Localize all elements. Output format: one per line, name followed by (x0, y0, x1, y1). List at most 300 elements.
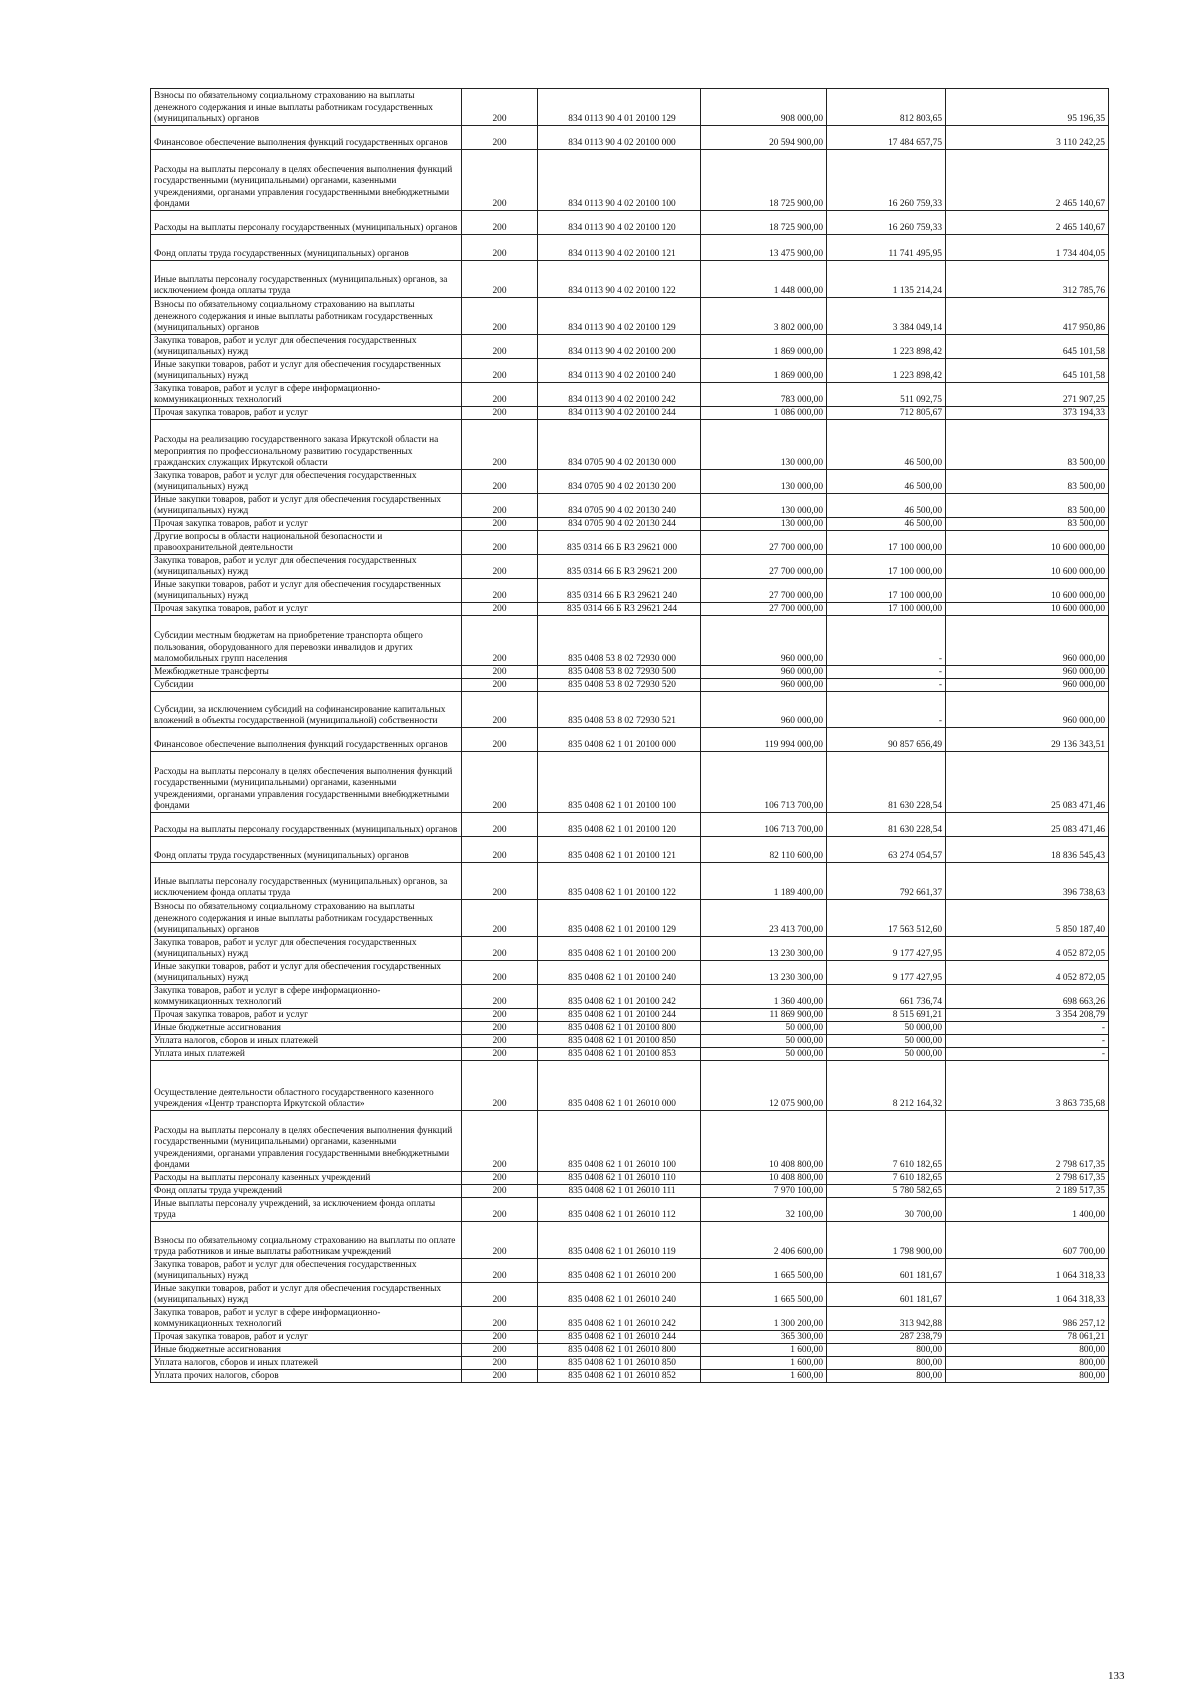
cell-executed-amount: 50 000,00 (827, 1048, 946, 1061)
cell-classification-code: 835 0408 53 8 02 72930 000 (538, 616, 701, 666)
cell-classification-code: 834 0113 90 4 02 20100 121 (538, 235, 701, 261)
cell-executed-amount: 313 942,88 (827, 1307, 946, 1331)
cell-expense-name: Уплата иных платежей (151, 1048, 462, 1061)
cell-classification-code: 834 0705 90 4 02 20130 200 (538, 470, 701, 494)
table-body (151, 89, 1109, 1383)
cell-classification-code: 835 0314 66 Б R3 29621 244 (538, 603, 701, 616)
cell-approved-amount: 3 802 000,00 (701, 298, 827, 335)
cell-executed-amount: 46 500,00 (827, 420, 946, 470)
cell-unexecuted-amount: 396 738,63 (946, 863, 1109, 900)
cell-line-code: 200 (462, 1283, 538, 1307)
cell-unexecuted-amount: 2 798 617,35 (946, 1111, 1109, 1172)
cell-approved-amount: 106 713 700,00 (701, 752, 827, 813)
cell-executed-amount: 601 181,67 (827, 1259, 946, 1283)
cell-classification-code: 835 0314 66 Б R3 29621 200 (538, 555, 701, 579)
table-row (151, 937, 1109, 961)
table-row (151, 1307, 1109, 1331)
cell-approved-amount: 50 000,00 (701, 1048, 827, 1061)
cell-expense-name: Иные бюджетные ассигнования (151, 1022, 462, 1035)
cell-unexecuted-amount: 3 110 242,25 (946, 126, 1109, 150)
cell-expense-name: Расходы на реализацию государственного заказа Иркутской области на мероприятия по профессиональному развитию государственных гражданских служащих Иркутской области (151, 420, 462, 470)
cell-expense-name: Иные закупки товаров, работ и услуг для обеспечения государственных (муниципальных) нужд (151, 579, 462, 603)
cell-executed-amount: - (827, 616, 946, 666)
table-row (151, 1283, 1109, 1307)
cell-approved-amount: 908 000,00 (701, 89, 827, 126)
cell-classification-code: 834 0705 90 4 02 20130 000 (538, 420, 701, 470)
cell-approved-amount: 1 448 000,00 (701, 261, 827, 298)
cell-classification-code: 835 0408 62 1 01 20100 000 (538, 728, 701, 752)
cell-unexecuted-amount: - (946, 1048, 1109, 1061)
cell-unexecuted-amount: 4 052 872,05 (946, 961, 1109, 985)
cell-approved-amount: 27 700 000,00 (701, 555, 827, 579)
cell-expense-name: Закупка товаров, работ и услуг для обеспечения государственных (муниципальных) нужд (151, 937, 462, 961)
cell-executed-amount: 800,00 (827, 1357, 946, 1370)
cell-classification-code: 835 0408 62 1 01 20100 800 (538, 1022, 701, 1035)
cell-classification-code: 835 0408 62 1 01 20100 850 (538, 1035, 701, 1048)
cell-unexecuted-amount: 2 798 617,35 (946, 1172, 1109, 1185)
cell-unexecuted-amount: - (946, 1022, 1109, 1035)
table-row (151, 603, 1109, 616)
cell-executed-amount: 81 630 228,54 (827, 752, 946, 813)
cell-approved-amount: 1 869 000,00 (701, 359, 827, 383)
cell-executed-amount: 792 661,37 (827, 863, 946, 900)
cell-line-code: 200 (462, 1035, 538, 1048)
cell-classification-code: 835 0408 62 1 01 26010 112 (538, 1198, 701, 1222)
table-row (151, 518, 1109, 531)
cell-line-code: 200 (462, 1198, 538, 1222)
cell-executed-amount: 5 780 582,65 (827, 1185, 946, 1198)
cell-classification-code: 835 0408 53 8 02 72930 520 (538, 679, 701, 692)
cell-line-code: 200 (462, 863, 538, 900)
cell-expense-name: Уплата налогов, сборов и иных платежей (151, 1035, 462, 1048)
cell-unexecuted-amount: 373 194,33 (946, 407, 1109, 420)
cell-line-code: 200 (462, 335, 538, 359)
table-row (151, 407, 1109, 420)
cell-line-code: 200 (462, 1307, 538, 1331)
cell-executed-amount: 30 700,00 (827, 1198, 946, 1222)
cell-line-code: 200 (462, 1259, 538, 1283)
cell-classification-code: 835 0408 62 1 01 26010 000 (538, 1061, 701, 1111)
cell-executed-amount: 287 238,79 (827, 1331, 946, 1344)
cell-classification-code: 835 0408 62 1 01 26010 110 (538, 1172, 701, 1185)
cell-classification-code: 834 0113 90 4 02 20100 244 (538, 407, 701, 420)
cell-classification-code: 835 0408 62 1 01 26010 200 (538, 1259, 701, 1283)
table-row (151, 1357, 1109, 1370)
table-row (151, 1331, 1109, 1344)
cell-expense-name: Иные выплаты персоналу государственных (муниципальных) органов, за исключением фонда оплаты труда (151, 261, 462, 298)
cell-unexecuted-amount: 1 734 404,05 (946, 235, 1109, 261)
cell-line-code: 200 (462, 900, 538, 937)
cell-unexecuted-amount: 83 500,00 (946, 470, 1109, 494)
table-row (151, 555, 1109, 579)
cell-expense-name: Взносы по обязательному социальному страхованию на выплаты денежного содержания и иные выплаты работникам государственных (муниципальных) органов (151, 900, 462, 937)
table-row (151, 985, 1109, 1009)
cell-unexecuted-amount: 83 500,00 (946, 494, 1109, 518)
cell-expense-name: Иные закупки товаров, работ и услуг для обеспечения государственных (муниципальных) нужд (151, 359, 462, 383)
table-row (151, 1185, 1109, 1198)
cell-unexecuted-amount: 10 600 000,00 (946, 603, 1109, 616)
cell-classification-code: 834 0113 90 4 01 20100 129 (538, 89, 701, 126)
cell-classification-code: 835 0408 62 1 01 26010 111 (538, 1185, 701, 1198)
cell-unexecuted-amount: 2 189 517,35 (946, 1185, 1109, 1198)
cell-unexecuted-amount: 18 836 545,43 (946, 837, 1109, 863)
cell-line-code: 200 (462, 692, 538, 728)
cell-expense-name: Иные выплаты персоналу учреждений, за исключением фонда оплаты труда (151, 1198, 462, 1222)
cell-approved-amount: 10 408 800,00 (701, 1111, 827, 1172)
cell-executed-amount: 50 000,00 (827, 1035, 946, 1048)
cell-expense-name: Другие вопросы в области национальной безопасности и правоохранительной деятельности (151, 531, 462, 555)
cell-expense-name: Закупка товаров, работ и услуг для обеспечения государственных (муниципальных) нужд (151, 555, 462, 579)
cell-line-code: 200 (462, 1022, 538, 1035)
cell-expense-name: Осуществление деятельности областного государственного казенного учреждения «Центр транспорта Иркутской области» (151, 1061, 462, 1111)
cell-approved-amount: 1 665 500,00 (701, 1259, 827, 1283)
table-row (151, 470, 1109, 494)
cell-expense-name: Уплата прочих налогов, сборов (151, 1370, 462, 1383)
cell-approved-amount: 960 000,00 (701, 666, 827, 679)
cell-expense-name: Расходы на выплаты персоналу в целях обеспечения выполнения функций государственными (муниципальными) органами, казенными учреждениями, органами управления государственными внебюджетными фондами (151, 1111, 462, 1172)
cell-executed-amount: 511 092,75 (827, 383, 946, 407)
cell-approved-amount: 23 413 700,00 (701, 900, 827, 937)
cell-approved-amount: 13 230 300,00 (701, 937, 827, 961)
cell-unexecuted-amount: 800,00 (946, 1357, 1109, 1370)
cell-approved-amount: 10 408 800,00 (701, 1172, 827, 1185)
cell-executed-amount: 1 223 898,42 (827, 335, 946, 359)
cell-line-code: 200 (462, 555, 538, 579)
table-row (151, 752, 1109, 813)
cell-unexecuted-amount: 10 600 000,00 (946, 531, 1109, 555)
cell-unexecuted-amount: 1 064 318,33 (946, 1259, 1109, 1283)
table-row (151, 1222, 1109, 1259)
cell-executed-amount: 7 610 182,65 (827, 1111, 946, 1172)
table-row (151, 150, 1109, 211)
cell-executed-amount: 1 798 900,00 (827, 1222, 946, 1259)
cell-approved-amount: 2 406 600,00 (701, 1222, 827, 1259)
cell-executed-amount: 1 223 898,42 (827, 359, 946, 383)
cell-executed-amount: 1 135 214,24 (827, 261, 946, 298)
table-row (151, 1370, 1109, 1383)
cell-expense-name: Закупка товаров, работ и услуг для обеспечения государственных (муниципальных) нужд (151, 470, 462, 494)
cell-approved-amount: 1 189 400,00 (701, 863, 827, 900)
cell-classification-code: 835 0408 62 1 01 26010 242 (538, 1307, 701, 1331)
table-row (151, 126, 1109, 150)
cell-expense-name: Фонд оплаты труда государственных (муниципальных) органов (151, 837, 462, 863)
cell-approved-amount: 27 700 000,00 (701, 603, 827, 616)
cell-classification-code: 835 0408 62 1 01 20100 122 (538, 863, 701, 900)
cell-unexecuted-amount: 3 863 735,68 (946, 1061, 1109, 1111)
cell-approved-amount: 365 300,00 (701, 1331, 827, 1344)
cell-classification-code: 835 0408 62 1 01 20100 853 (538, 1048, 701, 1061)
cell-line-code: 200 (462, 728, 538, 752)
cell-approved-amount: 50 000,00 (701, 1022, 827, 1035)
cell-line-code: 200 (462, 298, 538, 335)
cell-executed-amount: - (827, 692, 946, 728)
cell-unexecuted-amount: 312 785,76 (946, 261, 1109, 298)
cell-executed-amount: 63 274 054,57 (827, 837, 946, 863)
cell-approved-amount: 1 600,00 (701, 1344, 827, 1357)
cell-classification-code: 834 0113 90 4 02 20100 120 (538, 211, 701, 235)
cell-approved-amount: 13 230 300,00 (701, 961, 827, 985)
table-row (151, 666, 1109, 679)
table-row (151, 1009, 1109, 1022)
cell-unexecuted-amount: 960 000,00 (946, 616, 1109, 666)
cell-approved-amount: 18 725 900,00 (701, 211, 827, 235)
cell-approved-amount: 12 075 900,00 (701, 1061, 827, 1111)
cell-expense-name: Прочая закупка товаров, работ и услуг (151, 1009, 462, 1022)
cell-expense-name: Фонд оплаты труда государственных (муниципальных) органов (151, 235, 462, 261)
cell-executed-amount: 7 610 182,65 (827, 1172, 946, 1185)
cell-executed-amount: 712 805,67 (827, 407, 946, 420)
cell-expense-name: Прочая закупка товаров, работ и услуг (151, 1331, 462, 1344)
cell-approved-amount: 106 713 700,00 (701, 813, 827, 837)
cell-expense-name: Фонд оплаты труда учреждений (151, 1185, 462, 1198)
cell-approved-amount: 130 000,00 (701, 518, 827, 531)
cell-expense-name: Закупка товаров, работ и услуг в сфере информационно-коммуникационных технологий (151, 985, 462, 1009)
cell-line-code: 200 (462, 961, 538, 985)
table-row (151, 837, 1109, 863)
cell-line-code: 200 (462, 679, 538, 692)
cell-line-code: 200 (462, 235, 538, 261)
cell-expense-name: Закупка товаров, работ и услуг в сфере информационно-коммуникационных технологий (151, 1307, 462, 1331)
table-row (151, 863, 1109, 900)
cell-unexecuted-amount: 29 136 343,51 (946, 728, 1109, 752)
cell-classification-code: 835 0408 62 1 01 20100 200 (538, 937, 701, 961)
cell-executed-amount: 661 736,74 (827, 985, 946, 1009)
cell-classification-code: 835 0408 53 8 02 72930 521 (538, 692, 701, 728)
cell-executed-amount: 812 803,65 (827, 89, 946, 126)
cell-unexecuted-amount: 960 000,00 (946, 692, 1109, 728)
cell-approved-amount: 1 360 400,00 (701, 985, 827, 1009)
cell-unexecuted-amount: 607 700,00 (946, 1222, 1109, 1259)
cell-expense-name: Субсидии, за исключением субсидий на софинансирование капитальных вложений в объекты государственной (муниципальной) собственности (151, 692, 462, 728)
cell-executed-amount: 8 212 164,32 (827, 1061, 946, 1111)
cell-unexecuted-amount: 25 083 471,46 (946, 813, 1109, 837)
table-row (151, 1035, 1109, 1048)
cell-approved-amount: 50 000,00 (701, 1035, 827, 1048)
cell-expense-name: Расходы на выплаты персоналу государственных (муниципальных) органов (151, 211, 462, 235)
cell-executed-amount: 81 630 228,54 (827, 813, 946, 837)
cell-classification-code: 835 0408 62 1 01 26010 244 (538, 1331, 701, 1344)
cell-classification-code: 835 0408 62 1 01 20100 129 (538, 900, 701, 937)
table-row (151, 679, 1109, 692)
cell-executed-amount: 17 100 000,00 (827, 603, 946, 616)
cell-classification-code: 835 0408 62 1 01 26010 240 (538, 1283, 701, 1307)
table-row (151, 961, 1109, 985)
cell-executed-amount: 50 000,00 (827, 1022, 946, 1035)
cell-unexecuted-amount: 698 663,26 (946, 985, 1109, 1009)
cell-line-code: 200 (462, 1061, 538, 1111)
cell-line-code: 200 (462, 359, 538, 383)
cell-executed-amount: 16 260 759,33 (827, 150, 946, 211)
cell-line-code: 200 (462, 616, 538, 666)
cell-unexecuted-amount: - (946, 1035, 1109, 1048)
cell-approved-amount: 1 869 000,00 (701, 335, 827, 359)
cell-approved-amount: 130 000,00 (701, 420, 827, 470)
cell-unexecuted-amount: 10 600 000,00 (946, 555, 1109, 579)
cell-executed-amount: 46 500,00 (827, 518, 946, 531)
cell-expense-name: Прочая закупка товаров, работ и услуг (151, 518, 462, 531)
cell-approved-amount: 1 665 500,00 (701, 1283, 827, 1307)
cell-classification-code: 835 0408 62 1 01 20100 244 (538, 1009, 701, 1022)
table-row (151, 261, 1109, 298)
cell-classification-code: 834 0113 90 4 02 20100 240 (538, 359, 701, 383)
cell-unexecuted-amount: 83 500,00 (946, 420, 1109, 470)
cell-expense-name: Расходы на выплаты персоналу казенных учреждений (151, 1172, 462, 1185)
cell-expense-name: Финансовое обеспечение выполнения функций государственных органов (151, 728, 462, 752)
cell-line-code: 200 (462, 1344, 538, 1357)
cell-line-code: 200 (462, 126, 538, 150)
cell-expense-name: Прочая закупка товаров, работ и услуг (151, 603, 462, 616)
cell-unexecuted-amount: 960 000,00 (946, 666, 1109, 679)
cell-approved-amount: 20 594 900,00 (701, 126, 827, 150)
cell-approved-amount: 1 600,00 (701, 1370, 827, 1383)
cell-unexecuted-amount: 1 064 318,33 (946, 1283, 1109, 1307)
cell-approved-amount: 1 600,00 (701, 1357, 827, 1370)
cell-approved-amount: 783 000,00 (701, 383, 827, 407)
cell-expense-name: Расходы на выплаты персоналу государственных (муниципальных) органов (151, 813, 462, 837)
cell-expense-name: Расходы на выплаты персоналу в целях обеспечения выполнения функций государственными (муниципальными) органами, казенными учреждениями, органами управления государственными внебюджетными фондами (151, 150, 462, 211)
cell-executed-amount: 11 741 495,95 (827, 235, 946, 261)
cell-expense-name: Межбюджетные трансферты (151, 666, 462, 679)
cell-expense-name: Расходы на выплаты персоналу в целях обеспечения выполнения функций государственными (муниципальными) органами, казенными учреждениями, органами управления государственными внебюджетными фондами (151, 752, 462, 813)
table-row (151, 420, 1109, 470)
cell-approved-amount: 960 000,00 (701, 616, 827, 666)
cell-expense-name: Взносы по обязательному социальному страхованию на выплаты по оплате труда работников и иные выплаты работникам учреждений (151, 1222, 462, 1259)
cell-classification-code: 835 0408 62 1 01 26010 800 (538, 1344, 701, 1357)
cell-line-code: 200 (462, 937, 538, 961)
cell-approved-amount: 1 300 200,00 (701, 1307, 827, 1331)
cell-expense-name: Закупка товаров, работ и услуг в сфере информационно-коммуникационных технологий (151, 383, 462, 407)
cell-approved-amount: 11 869 900,00 (701, 1009, 827, 1022)
cell-line-code: 200 (462, 261, 538, 298)
cell-executed-amount: 9 177 427,95 (827, 961, 946, 985)
cell-executed-amount: 3 384 049,14 (827, 298, 946, 335)
cell-unexecuted-amount: 3 354 208,79 (946, 1009, 1109, 1022)
table-row (151, 335, 1109, 359)
cell-classification-code: 835 0408 62 1 01 20100 240 (538, 961, 701, 985)
cell-line-code: 200 (462, 531, 538, 555)
cell-classification-code: 834 0113 90 4 02 20100 122 (538, 261, 701, 298)
cell-unexecuted-amount: 271 907,25 (946, 383, 1109, 407)
cell-classification-code: 835 0408 62 1 01 20100 100 (538, 752, 701, 813)
cell-approved-amount: 119 994 000,00 (701, 728, 827, 752)
table-row (151, 89, 1109, 126)
cell-unexecuted-amount: 10 600 000,00 (946, 579, 1109, 603)
cell-line-code: 200 (462, 150, 538, 211)
cell-expense-name: Финансовое обеспечение выполнения функций государственных органов (151, 126, 462, 150)
cell-line-code: 200 (462, 603, 538, 616)
cell-approved-amount: 27 700 000,00 (701, 579, 827, 603)
cell-line-code: 200 (462, 1048, 538, 1061)
cell-approved-amount: 27 700 000,00 (701, 531, 827, 555)
table-row (151, 298, 1109, 335)
table-row (151, 1172, 1109, 1185)
cell-expense-name: Взносы по обязательному социальному страхованию на выплаты денежного содержания и иные выплаты работникам государственных (муниципальных) органов (151, 89, 462, 126)
table-row (151, 1061, 1109, 1111)
table-row (151, 900, 1109, 937)
cell-unexecuted-amount: 645 101,58 (946, 359, 1109, 383)
cell-unexecuted-amount: 645 101,58 (946, 335, 1109, 359)
cell-executed-amount: 46 500,00 (827, 470, 946, 494)
cell-classification-code: 835 0408 62 1 01 26010 850 (538, 1357, 701, 1370)
cell-line-code: 200 (462, 579, 538, 603)
cell-expense-name: Закупка товаров, работ и услуг для обеспечения государственных (муниципальных) нужд (151, 335, 462, 359)
table-row (151, 531, 1109, 555)
cell-expense-name: Субсидии местным бюджетам на приобретение транспорта общего пользования, оборудованного для перевозки инвалидов и других маломобильных групп населения (151, 616, 462, 666)
cell-approved-amount: 960 000,00 (701, 679, 827, 692)
table-row (151, 1344, 1109, 1357)
cell-approved-amount: 130 000,00 (701, 494, 827, 518)
cell-executed-amount: 9 177 427,95 (827, 937, 946, 961)
cell-classification-code: 834 0705 90 4 02 20130 240 (538, 494, 701, 518)
cell-unexecuted-amount: 25 083 471,46 (946, 752, 1109, 813)
cell-line-code: 200 (462, 1009, 538, 1022)
table-row (151, 1022, 1109, 1035)
cell-approved-amount: 32 100,00 (701, 1198, 827, 1222)
cell-expense-name: Закупка товаров, работ и услуг для обеспечения государственных (муниципальных) нужд (151, 1259, 462, 1283)
cell-line-code: 200 (462, 420, 538, 470)
cell-expense-name: Прочая закупка товаров, работ и услуг (151, 407, 462, 420)
cell-line-code: 200 (462, 985, 538, 1009)
table-row (151, 616, 1109, 666)
table-row (151, 813, 1109, 837)
cell-classification-code: 835 0314 66 Б R3 29621 240 (538, 579, 701, 603)
cell-executed-amount: - (827, 666, 946, 679)
cell-expense-name: Иные бюджетные ассигнования (151, 1344, 462, 1357)
table-row (151, 1198, 1109, 1222)
cell-executed-amount: 17 484 657,75 (827, 126, 946, 150)
table-row (151, 728, 1109, 752)
cell-executed-amount: 17 100 000,00 (827, 579, 946, 603)
cell-unexecuted-amount: 4 052 872,05 (946, 937, 1109, 961)
cell-approved-amount: 130 000,00 (701, 470, 827, 494)
cell-approved-amount: 960 000,00 (701, 692, 827, 728)
cell-line-code: 200 (462, 1172, 538, 1185)
cell-executed-amount: 46 500,00 (827, 494, 946, 518)
cell-expense-name: Иные закупки товаров, работ и услуг для обеспечения государственных (муниципальных) нужд (151, 961, 462, 985)
cell-line-code: 200 (462, 752, 538, 813)
cell-expense-name: Иные выплаты персоналу государственных (муниципальных) органов, за исключением фонда оплаты труда (151, 863, 462, 900)
cell-unexecuted-amount: 960 000,00 (946, 679, 1109, 692)
cell-approved-amount: 7 970 100,00 (701, 1185, 827, 1198)
table-row (151, 692, 1109, 728)
cell-unexecuted-amount: 78 061,21 (946, 1331, 1109, 1344)
cell-executed-amount: 90 857 656,49 (827, 728, 946, 752)
cell-classification-code: 835 0408 62 1 01 20100 242 (538, 985, 701, 1009)
table-row (151, 1111, 1109, 1172)
cell-executed-amount: - (827, 679, 946, 692)
cell-classification-code: 835 0314 66 Б R3 29621 000 (538, 531, 701, 555)
cell-expense-name: Взносы по обязательному социальному страхованию на выплаты денежного содержания и иные выплаты работникам государственных (муниципальных) органов (151, 298, 462, 335)
cell-unexecuted-amount: 417 950,86 (946, 298, 1109, 335)
cell-classification-code: 834 0113 90 4 02 20100 100 (538, 150, 701, 211)
cell-line-code: 200 (462, 1331, 538, 1344)
cell-expense-name: Уплата налогов, сборов и иных платежей (151, 1357, 462, 1370)
cell-line-code: 200 (462, 494, 538, 518)
table-row (151, 235, 1109, 261)
cell-classification-code: 835 0408 62 1 01 26010 100 (538, 1111, 701, 1172)
cell-unexecuted-amount: 95 196,35 (946, 89, 1109, 126)
cell-unexecuted-amount: 83 500,00 (946, 518, 1109, 531)
cell-expense-name: Иные закупки товаров, работ и услуг для обеспечения государственных (муниципальных) нужд (151, 1283, 462, 1307)
cell-line-code: 200 (462, 1185, 538, 1198)
cell-executed-amount: 17 563 512,60 (827, 900, 946, 937)
table-row (151, 383, 1109, 407)
table-row (151, 579, 1109, 603)
cell-executed-amount: 17 100 000,00 (827, 531, 946, 555)
cell-classification-code: 835 0408 53 8 02 72930 500 (538, 666, 701, 679)
cell-classification-code: 834 0113 90 4 02 20100 129 (538, 298, 701, 335)
cell-executed-amount: 601 181,67 (827, 1283, 946, 1307)
